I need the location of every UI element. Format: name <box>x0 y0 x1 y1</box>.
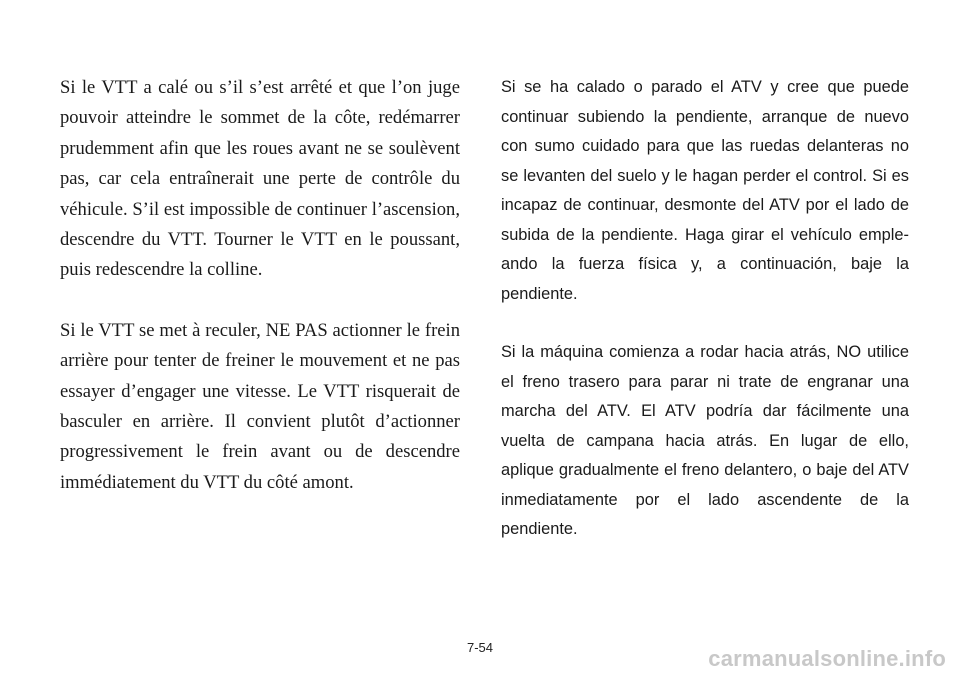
french-paragraph-1: Si le VTT a calé ou s’il s’est arrêté et que l’on juge pouvoir atteindre le sommet de la côte, redémarrer prudemment afin que les roues avant ne se soulèvent pas, car cela entraînerait une perte de contrôle du véhicule. S’il est impossible de continuer l’ascension, descendre du VTT. Tourner le VTT en le poussant, puis redescendre la colline. <box>60 77 460 281</box>
page-number: 7-54 <box>466 640 494 655</box>
french-paragraph-2: Si le VTT se met à reculer, NE PAS actionner le frein arrière pour tenter de freiner le mouvement et ne pas essayer d’engager une vitesse. Le VTT risquerait de basculer en arrière. Il convient plutôt d’actionner progressivement le frein avant ou de descendre immédiatement du VTT du côté amont. <box>60 319 460 493</box>
spanish-paragraph-2: Si la máquina comienza a rodar hacia atrás, NO utilice el freno trasero para parar ni trate de engranar una marcha del ATV. El ATV podría dar fácilmente una vuelta de campana hacia atrás. En lugar de ello, aplique gradualmente el freno delantero, o baje del ATV inmediatamente por el lado ascendente de la pendiente. <box>501 343 909 538</box>
spanish-column <box>501 73 909 545</box>
spanish-paragraph-1: Si se ha calado o parado el ATV y cree que puede continuar subiendo la pendiente, arranque de nuevo con sumo cuidado para que las ruedas delanteras no se levanten del suelo y le hagan perder el control. Si es incapaz de continuar, desmonte del ATV por el lado de subida de la pendiente. Haga girar el vehículo empleando la fuerza física y, a continuación, baje la pendiente. <box>501 78 909 303</box>
watermark: carmanualsonline.info <box>708 646 946 671</box>
french-column <box>60 73 460 498</box>
